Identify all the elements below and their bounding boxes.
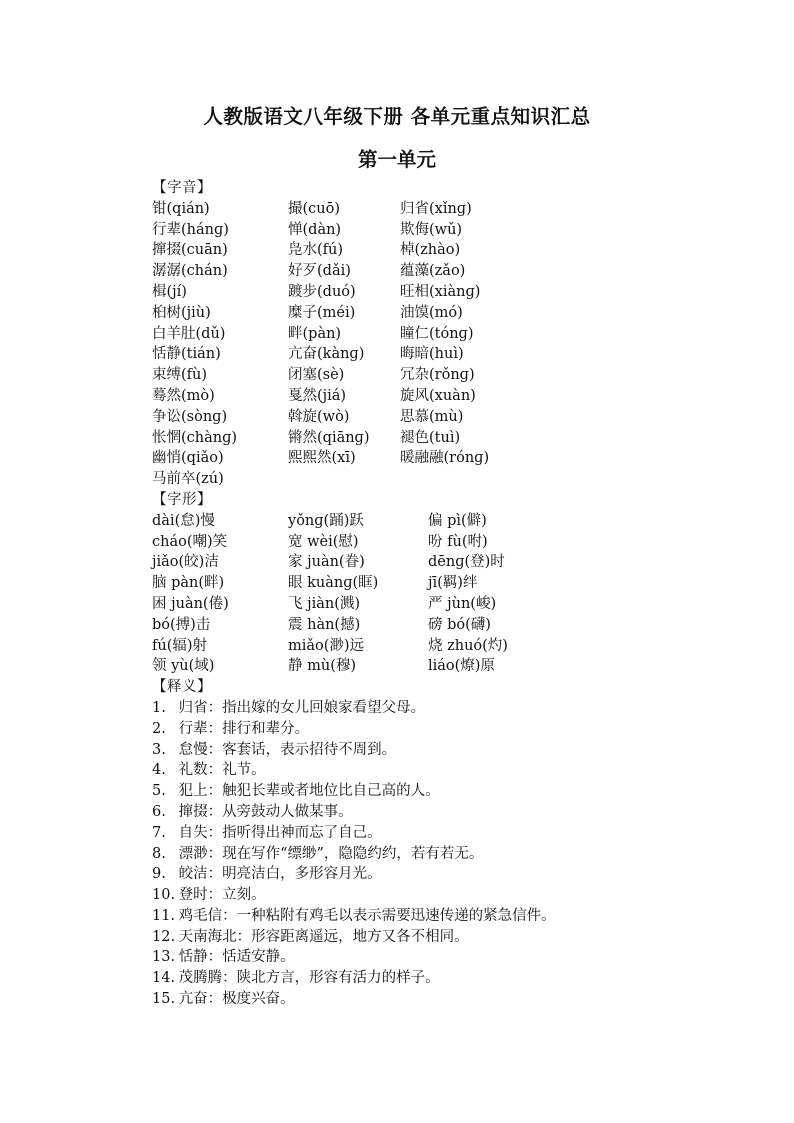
form-section bbox=[152, 511, 612, 677]
pronunciation-row-word: 钳(qián) bbox=[152, 200, 210, 217]
meaning-text: 行辈：排行和辈分。 bbox=[178, 720, 310, 737]
pronunciation-row-word: 好歹(dǎi) bbox=[288, 263, 351, 280]
pronunciation-row-word: 棹(zhào) bbox=[400, 242, 461, 259]
pronunciation-row-word: 马前卒(zú) bbox=[152, 471, 224, 488]
form-row-word: 烧 zhuó(灼) bbox=[428, 637, 508, 654]
content-body bbox=[152, 178, 612, 1010]
pronunciation-row-word: 凫水(fú) bbox=[288, 242, 344, 259]
meaning-item bbox=[152, 781, 612, 802]
pronunciation-row-word: 冗杂(rǒnɡ) bbox=[400, 367, 475, 384]
pronunciation-row-word: 锵然(qiānɡ) bbox=[288, 429, 370, 446]
form-row bbox=[152, 615, 612, 636]
pronunciation-row-word: 潺潺(chán) bbox=[152, 263, 228, 280]
form-heading: 【字形】 bbox=[152, 491, 212, 508]
meaning-text: 恬静：恬适安静。 bbox=[178, 949, 295, 966]
pronunciation-row bbox=[152, 469, 612, 490]
meaning-text: 天南海北：形容距离遥远，地方又各不相同。 bbox=[178, 928, 469, 945]
pronunciation-row-word: 晦暗(huì) bbox=[400, 346, 464, 363]
pronunciation-row bbox=[152, 261, 612, 282]
form-row-word: dēnɡ(登)时 bbox=[428, 554, 505, 571]
pronunciation-row-word: 糜子(méi) bbox=[288, 304, 356, 321]
form-row-word: 严 jùn(峻) bbox=[428, 595, 497, 612]
meaning-item bbox=[152, 760, 612, 781]
meaning-item bbox=[152, 740, 612, 761]
pronunciation-row-word: 撺掇(cuān) bbox=[152, 242, 228, 259]
pronunciation-row bbox=[152, 428, 612, 449]
meaning-number: 3. bbox=[152, 741, 166, 758]
meaning-number: 2. bbox=[152, 720, 166, 737]
pronunciation-row-word: 旋风(xuàn) bbox=[400, 387, 476, 404]
form-row bbox=[152, 511, 612, 532]
meaning-item bbox=[152, 989, 612, 1010]
form-row-word: yǒnɡ(踊)跃 bbox=[288, 512, 364, 529]
pronunciation-row-word: 旺相(xiànɡ) bbox=[400, 283, 481, 300]
meaning-text: 鸡毛信：一种粘附有鸡毛以表示需要迅速传递的紧急信件。 bbox=[178, 907, 556, 924]
meaning-number: 4. bbox=[152, 762, 166, 779]
meaning-number: 13. bbox=[152, 949, 176, 966]
pronunciation-row-word: 归省(xǐnɡ) bbox=[400, 200, 472, 217]
pronunciation-row-word: 惮(dàn) bbox=[288, 221, 342, 238]
pronunciation-row-word: 亢奋(kànɡ) bbox=[288, 346, 365, 363]
pronunciation-row bbox=[152, 282, 612, 303]
pronunciation-row bbox=[152, 303, 612, 324]
meaning-item bbox=[152, 844, 612, 865]
meaning-number: 10. bbox=[152, 887, 176, 904]
pronunciation-heading: 【字音】 bbox=[152, 180, 212, 196]
meaning-item bbox=[152, 802, 612, 823]
pronunciation-row-word: 踱步(duó) bbox=[288, 283, 356, 300]
meaning-number: 8. bbox=[152, 845, 166, 862]
form-row-word: 震 hàn(撼) bbox=[288, 616, 361, 633]
pronunciation-row bbox=[152, 324, 612, 345]
form-row-word: 磅 bó(礴) bbox=[428, 616, 491, 633]
form-row-word: 困 juàn(倦) bbox=[152, 595, 229, 612]
form-row-word: 吩 fù(咐) bbox=[428, 533, 488, 550]
document-title: 人教版语文八年级下册 各单元重点知识汇总 bbox=[203, 105, 591, 128]
pronunciation-row bbox=[152, 448, 612, 469]
pronunciation-row bbox=[152, 365, 612, 386]
pronunciation-row-word: 蕴藻(zǎo) bbox=[400, 263, 466, 280]
pronunciation-row-word: 楫(jí) bbox=[152, 283, 187, 300]
form-row-word: jī(羁)绊 bbox=[428, 575, 478, 592]
meaning-text: 撺掇：从旁鼓动人做某事。 bbox=[178, 803, 353, 820]
form-row-word: bó(搏)击 bbox=[152, 616, 211, 633]
form-row-word: 偏 pì(僻) bbox=[428, 512, 487, 529]
form-row-word: jiǎo(皎)洁 bbox=[152, 554, 219, 571]
pronunciation-row-word: 蓦然(mò) bbox=[152, 387, 215, 404]
form-row-word: 眼 kuànɡ(眶) bbox=[288, 575, 379, 592]
pronunciation-row bbox=[152, 240, 612, 261]
meaning-number: 7. bbox=[152, 824, 166, 841]
form-row bbox=[152, 656, 612, 677]
meaning-item bbox=[152, 885, 612, 906]
meaning-section bbox=[152, 698, 612, 1010]
meaning-text: 漂渺：现在写作“缥缈”，隐隐约约，若有若无。 bbox=[178, 845, 484, 862]
pronunciation-row-word: 褪色(tuì) bbox=[400, 429, 461, 446]
form-row-word: 静 mù(穆) bbox=[288, 658, 357, 675]
meaning-text: 登时：立刻。 bbox=[178, 887, 266, 904]
meaning-number: 11. bbox=[152, 907, 176, 924]
meaning-item bbox=[152, 906, 612, 927]
form-row bbox=[152, 636, 612, 657]
pronunciation-row-word: 恬静(tián) bbox=[152, 346, 221, 363]
meaning-text: 礼数：礼节。 bbox=[178, 762, 266, 779]
meaning-text: 归省：指出嫁的女儿回娘家看望父母。 bbox=[178, 699, 426, 716]
pronunciation-row-word: 暖融融(rónɡ) bbox=[400, 450, 490, 467]
meaning-item bbox=[152, 823, 612, 844]
meaning-number: 1. bbox=[152, 699, 166, 716]
pronunciation-row bbox=[152, 199, 612, 220]
pronunciation-row-word: 欺侮(wǔ) bbox=[400, 221, 463, 238]
form-row bbox=[152, 552, 612, 573]
form-row-word: liáo(燎)原 bbox=[428, 658, 495, 675]
pronunciation-row-word: 白羊肚(dǔ) bbox=[152, 325, 226, 342]
meaning-text: 犯上：触犯长辈或者地位比自己高的人。 bbox=[178, 783, 440, 800]
form-row-word: fú(辐)射 bbox=[152, 637, 208, 654]
pronunciation-row-word: 桕树(jiù) bbox=[152, 304, 211, 321]
pronunciation-row-word: 争讼(sònɡ) bbox=[152, 408, 228, 425]
pronunciation-row-word: 瞳仁(tónɡ) bbox=[400, 325, 474, 342]
pronunciation-row-word: 熙熙然(xī) bbox=[288, 450, 356, 467]
meaning-number: 5. bbox=[152, 783, 166, 800]
pronunciation-row-word: 幽悄(qiǎo) bbox=[152, 450, 224, 467]
pronunciation-row-word: 斡旋(wò) bbox=[288, 408, 350, 425]
form-row bbox=[152, 532, 612, 553]
meaning-item bbox=[152, 698, 612, 719]
form-row-word: 宽 wèi(慰) bbox=[288, 533, 359, 550]
pronunciation-row bbox=[152, 407, 612, 428]
pronunciation-row-word: 怅惘(chànɡ) bbox=[152, 429, 238, 446]
pronunciation-row-word: 思慕(mù) bbox=[400, 408, 464, 425]
form-row-word: miǎo(渺)远 bbox=[288, 637, 365, 654]
pronunciation-row-word: 闭塞(sè) bbox=[288, 367, 345, 384]
pronunciation-section bbox=[152, 199, 612, 490]
pronunciation-row bbox=[152, 344, 612, 365]
meaning-text: 茂腾腾：陕北方言，形容有活力的样子。 bbox=[178, 970, 440, 987]
meaning-item bbox=[152, 927, 612, 948]
form-row bbox=[152, 573, 612, 594]
meaning-number: 12. bbox=[152, 928, 176, 945]
meaning-number: 9. bbox=[152, 866, 166, 883]
form-row-word: 领 yù(域) bbox=[152, 658, 215, 675]
pronunciation-row bbox=[152, 220, 612, 241]
form-row-word: 脑 pàn(畔) bbox=[152, 575, 225, 592]
form-row-word: cháo(嘲)笑 bbox=[152, 533, 228, 550]
pronunciation-row-word: 撮(cuō) bbox=[288, 200, 341, 217]
pronunciation-row-word: 畔(pàn) bbox=[288, 325, 342, 342]
meaning-number: 15. bbox=[152, 991, 176, 1008]
meaning-text: 怠慢：客套话，表示招待不周到。 bbox=[178, 741, 397, 758]
form-row-word: dài(怠)慢 bbox=[152, 512, 215, 529]
pronunciation-row-word: 戛然(jiá) bbox=[288, 387, 347, 404]
pronunciation-row-word: 行辈(hánɡ) bbox=[152, 221, 229, 238]
meaning-heading: 【释义】 bbox=[152, 679, 212, 696]
pronunciation-row bbox=[152, 386, 612, 407]
form-row bbox=[152, 594, 612, 615]
meaning-text: 亢奋：极度兴奋。 bbox=[178, 991, 295, 1008]
meaning-number: 6. bbox=[152, 803, 166, 820]
pronunciation-row-word: 油馍(mó) bbox=[400, 304, 463, 321]
meaning-text: 皎洁：明亮洁白，多形容月光。 bbox=[178, 866, 382, 883]
meaning-text: 自失：指听得出神而忘了自己。 bbox=[178, 824, 382, 841]
unit-title: 第一单元 bbox=[357, 148, 436, 171]
meaning-number: 14. bbox=[152, 970, 176, 987]
meaning-item bbox=[152, 947, 612, 968]
form-row-word: 飞 jiàn(溅) bbox=[288, 595, 361, 612]
pronunciation-row-word: 束缚(fù) bbox=[152, 367, 208, 384]
meaning-item bbox=[152, 719, 612, 740]
form-row-word: 家 juàn(眷) bbox=[288, 554, 365, 571]
meaning-item bbox=[152, 864, 612, 885]
meaning-item bbox=[152, 968, 612, 989]
